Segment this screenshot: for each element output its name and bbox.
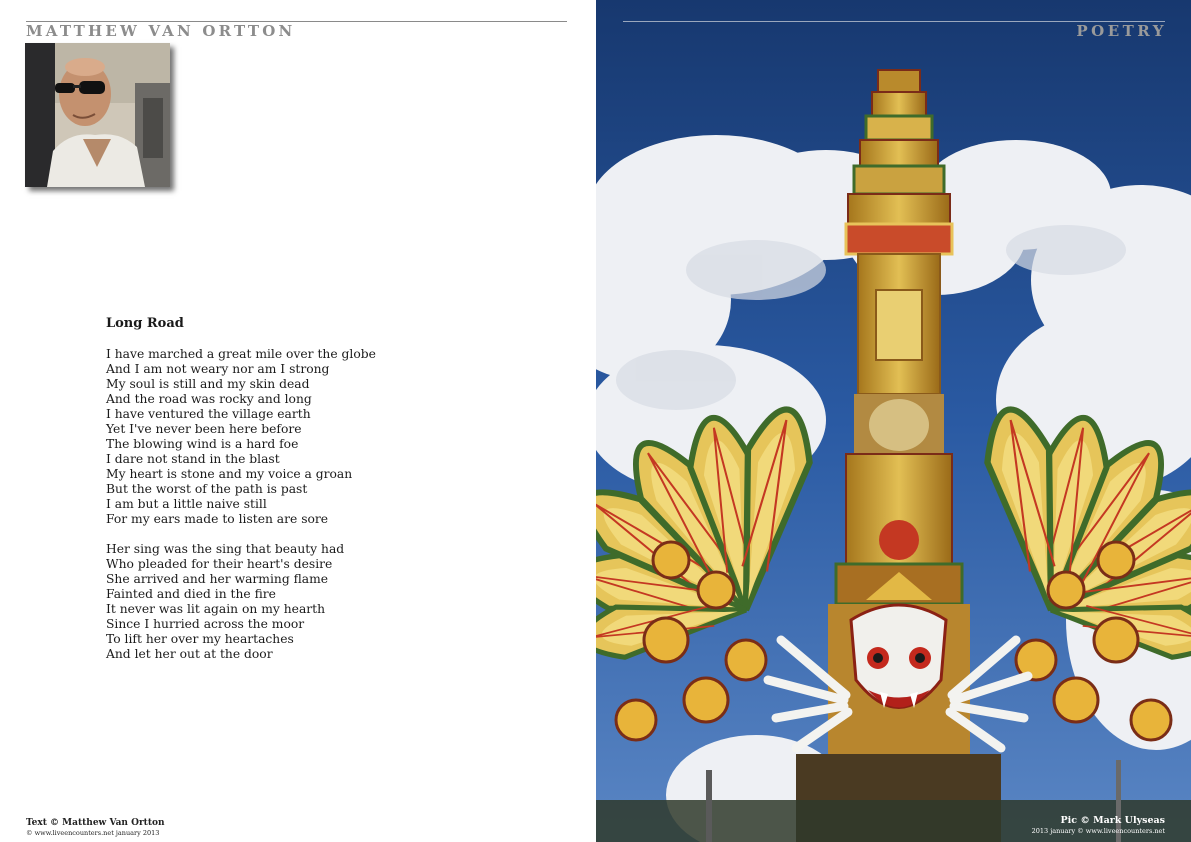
poem-stanza-2: Her sing was the sing that beauty had Who pleaded for their heart's desire She arrived and her warming flame Fainted and died in the fire It never was lit again on my hearth Since I hurried across the moor To lift her over my heartaches And let her out at the door [106,542,345,661]
text-credit-site: © www.liveencounters.net january 2013 [26,829,160,837]
text-credit [26,818,165,838]
cremation-tower-photo [596,0,1191,842]
photo-credit-author: Pic © Mark Ulyseas [1060,815,1165,826]
section-header: POETRY [1076,22,1167,40]
text-credit-author: Text © Matthew Van Ortton [26,818,165,828]
photo-credit-site: 2013 january © www.liveencounters.net [1031,827,1165,835]
poem-stanza-1: I have marched a great mile over the globe And I am not weary nor am I strong My soul is still and my skin dead And the road was rocky and long I have ventured the village earth Yet I've never been here before The blowing wind is a hard foe I dare not stand in the blast My heart is stone and my voice a groan But the worst of the path is past I am but a little naive still For my ears made to listen are sore [106,347,376,526]
author-header: MATTHEW VAN ORTTON [26,22,296,40]
right-page [596,0,1191,842]
poem [106,316,446,677]
poem-title: Long Road [106,316,184,331]
photo-credit [1032,815,1165,836]
author-portrait [25,43,170,187]
